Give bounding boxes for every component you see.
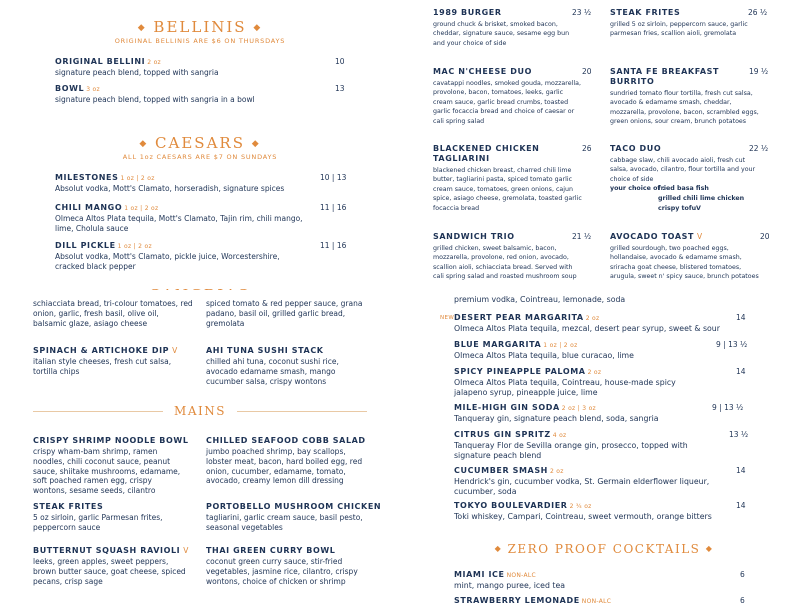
- menu-item-desc: Olmeca Altos Plata tequila, Mott's Clamato, Tajin rim, chili mango, lime, Cholula sauce: [55, 214, 303, 233]
- menu-item-price: 22 ½: [749, 144, 769, 153]
- menu-item-desc: schiacciata bread, tri-colour tomatoes, red onion, garlic, fresh basil, olive oil, balsamic glaze, asiago cheese: [33, 299, 193, 328]
- zero-proof-heading: ◆ ZERO PROOF COCKTAILS ◆: [494, 542, 714, 556]
- menu-item-price: 13: [335, 84, 345, 93]
- menu-item-price: 13 ½: [729, 430, 749, 439]
- menu-item-desc: signature peach blend, topped with sangria: [55, 68, 219, 77]
- menu-item-desc: chilled ahi tuna, coconut sushi rice, avocado edamame smash, mango cucumber salsa, crispy wontons: [206, 357, 339, 386]
- menu-item-desc: grilled 5 oz sirloin, peppercorn sauce, garlic parmesan fries, scallion aioli, gremolata: [610, 21, 748, 38]
- menu-item-name: SPINACH & ARTICHOKE DIP V: [33, 346, 178, 355]
- menu-item-desc: cabbage slaw, chili avocado aioli, fresh cut salsa, avocado, cilantro, flour tortilla and your choice of side: [610, 157, 756, 183]
- menu-item-desc: Tanqueray Flor de Sevilla orange gin, prosecco, topped with signature peach blend: [454, 441, 688, 460]
- menu-item-name: CHILLED SEAFOOD COBB SALAD: [206, 436, 366, 445]
- food-panel-bottom-left: [0, 290, 400, 600]
- menu-item-price: 6: [740, 596, 745, 605]
- diamond-icon: ◆: [705, 544, 714, 553]
- menu-item-name: STRAWBERRY LEMONADE NON-ALC: [454, 596, 612, 605]
- menu-item-price: 11 | 16: [320, 241, 347, 250]
- menu-item-name: CRISPY SHRIMP NOODLE BOWL: [33, 436, 189, 445]
- menu-item-price: 26 ½: [748, 8, 768, 17]
- menu-item-name: CHILI MANGO 1 oz | 2 oz: [55, 203, 159, 212]
- menu-item-name: MILESTONES 1 oz | 2 oz: [55, 173, 155, 182]
- menu-item-desc: premium vodka, Cointreau, lemonade, soda: [454, 295, 626, 304]
- menu-item-name: MIAMI ICE NON-ALC: [454, 570, 537, 579]
- menu-item-price: 10: [335, 57, 345, 66]
- food-panel-top-right: [408, 0, 800, 290]
- menu-item-name: MILE-HIGH GIN SODA 2 oz | 3 oz: [454, 403, 596, 412]
- mains-heading: MAINS: [174, 404, 226, 418]
- choice-option: fried basa fish: [658, 185, 709, 192]
- menu-item-desc: crispy wham-bam shrimp, ramen noodles, chili coconut sauce, peanut sauce, shiitake mushrooms, edamame, soft poached ramen egg, crispy wontons, sesame seeds, cilantro: [33, 447, 181, 496]
- menu-item-desc: signature peach blend, topped with sangria in a bowl: [55, 95, 255, 104]
- menu-item-desc: leeks, green apples, sweet peppers, brown butter sauce, goat cheese, spiced pecans, crisp sage: [33, 557, 186, 586]
- menu-item-price: 6: [740, 570, 745, 579]
- menu-item-name: THAI GREEN CURRY BOWL: [206, 546, 336, 555]
- vegetarian-mark: V: [172, 346, 178, 355]
- menu-item-price: 19 ½: [749, 67, 769, 76]
- menu-item-price: 9 | 13 ½: [712, 403, 744, 412]
- vegetarian-mark: V: [183, 546, 189, 555]
- menu-item-name: SANDWICH TRIO: [433, 232, 515, 241]
- menu-item-name: AVOCADO TOAST V: [610, 232, 703, 241]
- menu-item-desc: tagliarini, garlic cream sauce, basil pesto, seasonal vegetables: [206, 513, 363, 532]
- diamond-icon: ◆: [139, 139, 149, 149]
- caesars-heading: ◆ CAESARS ◆: [139, 134, 261, 152]
- menu-item-name: SANTA FE BREAKFAST BURRITO: [610, 67, 720, 86]
- menu-item-price: 14: [736, 466, 746, 475]
- menu-item-price: 14: [736, 313, 746, 322]
- menu-item-price: 26: [582, 144, 592, 153]
- menu-item-desc: jumbo poached shrimp, bay scallops, lobster meat, bacon, hard boiled egg, red onion, cucumber, edamame, tomato, avocado, creamy lemon dill dressing: [206, 447, 363, 486]
- menu-item-desc: 5 oz sirloin, garlic Parmesan frites, peppercorn sauce: [33, 513, 163, 532]
- menu-item-desc: Toki whiskey, Campari, Cointreau, sweet vermouth, orange bitters: [454, 512, 712, 521]
- menu-item-desc: spiced tomato & red pepper sauce, grana padano, basil oil, grilled garlic bread, gremolata: [206, 299, 363, 328]
- vegetarian-mark: V: [696, 205, 701, 212]
- menu-item-name: CITRUS GIN SPRITZ 4 oz: [454, 430, 567, 439]
- menu-item-name: DILL PICKLE 1 oz | 2 oz: [55, 241, 152, 250]
- menu-item-desc: Absolut vodka, Mott's Clamato, pickle juice, Worcestershire, cracked black pepper: [55, 252, 280, 271]
- cocktails-panel-bottom-right: [408, 290, 800, 605]
- menu-item-name: BOWL 3 oz: [55, 84, 100, 93]
- menu-item-name: STEAK FRITES: [610, 8, 681, 17]
- menu-item-name: TOKYO BOULEVARDIER 2 ¾ oz: [454, 501, 592, 510]
- menu-item-desc: sundried tomato flour tortilla, fresh cut salsa, avocado & edamame smash, cheddar, mozzarella, provolone, bacon, scrambled eggs, green onions, sour cream, brunch potatoes: [610, 90, 759, 126]
- choice-option: crispy tofu: [658, 205, 697, 212]
- menu-item-name: MAC N'CHEESE DUO: [433, 67, 532, 76]
- menu-item-price: 14: [736, 501, 746, 510]
- diamond-icon: ◆: [253, 23, 263, 33]
- menu-item-desc: cavatappi noodles, smoked gouda, mozzarella, provolone, bacon, tomatoes, leeks, garlic cream sauce, garlic bread crumbs, toasted garlic focaccia bread and choice of caesar or cali spring salad: [433, 80, 581, 125]
- menu-item-desc: blackened chicken breast, charred chili lime butter, tagliarini pasta, spiced tomato garlic cream sauce, tomatoes, green onions, cajun spice, asiago cheese, gremolata, toasted garlic focaccia bread: [433, 167, 582, 212]
- menu-item-desc: Hendrick's gin, cucumber vodka, St. Germain elderflower liqueur, cucumber, soda: [454, 477, 710, 496]
- divider: [237, 411, 367, 412]
- menu-item-price: 20: [760, 232, 770, 241]
- menu-item-name: STEAK FRITES: [33, 502, 104, 511]
- vegetarian-mark: V: [697, 232, 703, 241]
- menu-item-name: TACO DUO: [610, 144, 662, 153]
- menu-item-name: ORIGINAL BELLINI 2 oz: [55, 57, 162, 66]
- menu-item-desc: coconut green curry sauce, stir-fried vegetables, jasmine rice, cilantro, crispy wontons, choice of chicken or shrimp: [206, 557, 358, 586]
- menu-item-price: 23 ½: [572, 8, 592, 17]
- menu-item-price: 10 | 13: [320, 173, 347, 182]
- choice-label: your choice of :: [610, 185, 665, 192]
- drinks-panel-top-left: [0, 0, 400, 290]
- diamond-icon: ◆: [137, 23, 147, 33]
- menu-item-desc: mint, mango puree, iced tea: [454, 581, 566, 590]
- menu-item-desc: Olmeca Altos Plata tequila, blue curacao, lime: [454, 351, 634, 360]
- menu-item-desc: italian style cheeses, fresh cut salsa, tortilla chips: [33, 357, 172, 376]
- menu-item-price: 20: [582, 67, 592, 76]
- bellinis-heading: ◆ BELLINIS ◆: [137, 18, 263, 36]
- menu-item-name: BLACKENED CHICKEN TAGLIARINI: [433, 144, 540, 163]
- diamond-icon: ◆: [494, 544, 503, 553]
- caesars-subtitle: ALL 1oz CAESARS ARE $7 ON SUNDAYS: [122, 153, 278, 161]
- menu-item-name: DESERT PEAR MARGARITA 2 oz: [454, 313, 600, 322]
- menu-item-price: 11 | 16: [320, 203, 347, 212]
- menu-item-name: PORTOBELLO MUSHROOM CHICKEN: [206, 502, 382, 511]
- menu-item-price: 9 | 13 ½: [716, 340, 748, 349]
- bellinis-subtitle: ORIGINAL BELLINIS ARE $6 ON THURSDAYS: [114, 37, 286, 45]
- choice-option: grilled chili lime chicken: [658, 195, 745, 202]
- menu-item-name: AHI TUNA SUSHI STACK: [206, 346, 324, 355]
- menu-item-price: 14: [736, 367, 746, 376]
- menu-item-desc: ground chuck & brisket, smoked bacon, cheddar, signature sauce, sesame egg bun and your choice of side: [433, 21, 570, 47]
- menu-item-desc: Tanqueray gin, signature peach blend, soda, sangria: [454, 414, 659, 423]
- menu-item-price: 21 ½: [572, 232, 592, 241]
- diamond-icon: ◆: [251, 139, 261, 149]
- menu-item-name: BUTTERNUT SQUASH RAVIOLI V: [33, 546, 189, 555]
- menu-item-desc: grilled sourdough, two poached eggs, hollandaise, avocado & edamame smash, sriracha goat cheese, blistered tomatoes, arugula, sweet n' spicy sauce, brunch potatoes: [610, 245, 759, 281]
- menu-item-desc: Absolut vodka, Mott's Clamato, horseradish, signature spices: [55, 184, 285, 193]
- menu-item-desc: grilled chicken, sweet balsamic, bacon, mozzarella, provolone, red onion, avocado, scallion aioli, schiacciata bread. Served with cali spring salad and roasted mushroom soup: [433, 245, 577, 281]
- menu-item-desc: Olmeca Altos Plata tequila, Cointreau, house-made spicy jalapeno syrup, pineapple juice, lime: [454, 378, 676, 397]
- new-badge: NEW: [440, 315, 455, 321]
- menu-item-name: 1989 BURGER: [433, 8, 502, 17]
- menu-item-name: SPICY PINEAPPLE PALOMA 2 oz: [454, 367, 602, 376]
- menu-item-name: CUCUMBER SMASH 2 oz: [454, 466, 564, 475]
- menu-item-desc: Olmeca Altos Plata tequila, mezcal, desert pear syrup, sweet & sour: [454, 324, 720, 333]
- menu-item-name: BLUE MARGARITA 1 oz | 2 oz: [454, 340, 578, 349]
